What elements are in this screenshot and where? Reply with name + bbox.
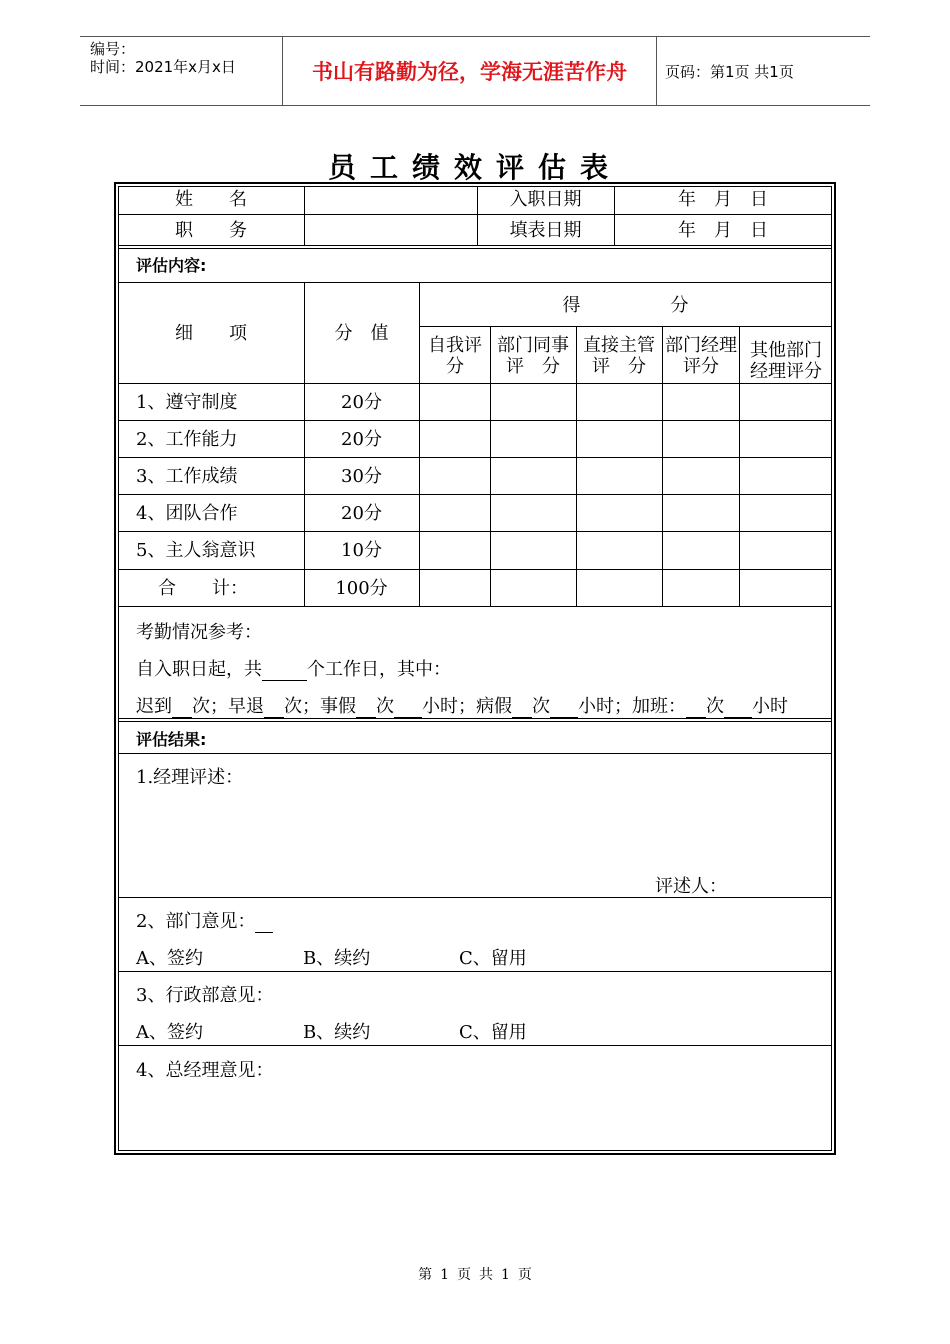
grid-line	[662, 326, 663, 606]
number-label: 编号：	[90, 40, 136, 58]
footer-text: 页	[457, 1267, 471, 1283]
join-date-field[interactable]: 年 月 日	[678, 189, 768, 210]
grid-line	[118, 1045, 832, 1046]
total-label: 合 计：	[158, 578, 248, 599]
sick-count-blank[interactable]	[512, 699, 532, 718]
row-item: 4、团队合作	[136, 503, 238, 524]
overtime-count-blank[interactable]	[686, 699, 706, 718]
dept-opinion-text: 2、部门意见：	[136, 911, 256, 932]
grid-line	[304, 186, 305, 245]
grid-line	[118, 282, 832, 283]
row-value: 20分	[341, 503, 382, 524]
name-field[interactable]	[306, 188, 476, 212]
late-blank[interactable]	[172, 699, 192, 718]
grid-line	[490, 326, 491, 606]
grid-line	[576, 326, 577, 606]
section-eval-heading: 评估内容:	[136, 256, 207, 275]
grid-line	[118, 721, 832, 722]
commenter-label: 评述人：	[655, 876, 727, 897]
gm-opinion-area[interactable]	[136, 1085, 826, 1145]
admin-option-a[interactable]: A、签约	[136, 1022, 203, 1043]
position-label: 职 务	[175, 220, 247, 241]
row-value: 30分	[341, 466, 382, 487]
row-value: 10分	[341, 540, 382, 561]
attendance-text: 自入职日起，共	[136, 659, 262, 680]
row-item: 1、遵守制度	[136, 392, 238, 413]
gm-opinion-label: 4、总经理意见：	[136, 1060, 274, 1081]
row-item: 5、主人翁意识	[136, 540, 256, 561]
row-value: 20分	[341, 429, 382, 450]
join-date-label: 入职日期	[509, 189, 582, 210]
total-value: 100分	[335, 578, 388, 599]
grid-line	[118, 971, 832, 972]
header-meta	[80, 37, 282, 105]
attendance-detail	[136, 696, 788, 718]
grid-line	[118, 214, 832, 215]
attendance-text: 次	[706, 696, 724, 717]
grid-line	[419, 282, 420, 606]
page-footer	[0, 1264, 950, 1284]
dept-option-a[interactable]: A、签约	[136, 948, 203, 969]
col-score-header: 得 分	[562, 295, 689, 316]
document-header	[80, 36, 870, 106]
leave-count-blank[interactable]	[356, 699, 376, 718]
subcol-dept-manager: 部门经理评分	[665, 335, 737, 377]
grid-line	[118, 753, 832, 754]
name-label: 姓 名	[175, 189, 247, 210]
row-item: 3、工作成绩	[136, 466, 238, 487]
attendance-text: 次	[376, 696, 394, 717]
grid-line	[118, 420, 832, 421]
attendance-title: 考勤情况参考：	[136, 622, 262, 643]
footer-text: 共	[479, 1267, 493, 1283]
dept-option-c[interactable]: C、留用	[459, 948, 527, 969]
subcol-other-manager: 其他部门经理评分	[750, 340, 822, 382]
dept-opinion-label	[136, 911, 273, 933]
footer-text: 第	[418, 1267, 433, 1283]
admin-opinion-label: 3、行政部意见：	[136, 985, 274, 1006]
row-item: 2、工作能力	[136, 429, 238, 450]
grid-line	[118, 245, 832, 246]
grid-line	[118, 248, 832, 249]
grid-line	[739, 326, 740, 606]
subcol-peer: 部门同事评 分	[497, 335, 569, 377]
section-result-heading: 评估结果:	[136, 730, 207, 749]
header-page-info: 页码：第1页 共1页	[665, 62, 794, 81]
col-item-header: 细 项	[175, 323, 247, 344]
header-motto: 书山有路勤为径，学海无涯苦作舟	[282, 37, 657, 105]
sick-hours-blank[interactable]	[550, 699, 578, 718]
overtime-hours-blank[interactable]	[724, 699, 752, 718]
early-blank[interactable]	[264, 699, 284, 718]
attendance-text: 小时；病假	[422, 696, 512, 717]
subcol-supervisor: 直接主管评 分	[583, 335, 655, 377]
admin-option-b[interactable]: B、续约	[303, 1022, 371, 1043]
attendance-workdays	[136, 659, 451, 681]
manager-comment-label: 1.经理评述：	[136, 767, 244, 788]
attendance-text: 次；事假	[284, 696, 356, 717]
footer-text: 页	[517, 1267, 532, 1283]
grid-line	[118, 383, 832, 384]
form-title: 员工绩效评估表	[327, 151, 622, 184]
fill-date-field[interactable]: 年 月 日	[678, 220, 768, 241]
workdays-blank[interactable]	[262, 662, 307, 681]
fill-date-label: 填表日期	[509, 220, 582, 241]
grid-line	[118, 531, 832, 532]
row-value: 20分	[341, 392, 382, 413]
leave-hours-blank[interactable]	[394, 699, 422, 718]
admin-option-c[interactable]: C、留用	[459, 1022, 527, 1043]
grid-line	[419, 326, 832, 327]
manager-comment-area[interactable]	[136, 792, 826, 872]
time-label: 时间：2021年x月x日	[90, 58, 236, 76]
grid-line	[118, 457, 832, 458]
footer-total-pages: 1	[501, 1267, 510, 1283]
grid-line	[118, 569, 832, 570]
grid-line	[118, 606, 832, 607]
attendance-text: 小时；加班：	[578, 696, 686, 717]
attendance-text: 次	[532, 696, 550, 717]
position-field[interactable]	[306, 218, 476, 242]
dept-option-b[interactable]: B、续约	[303, 948, 371, 969]
footer-page-number: 1	[440, 1267, 449, 1283]
subcol-self: 自我评分	[428, 335, 482, 377]
attendance-text: 次；早退	[192, 696, 264, 717]
col-value-header: 分 值	[334, 323, 389, 344]
dept-opinion-blank[interactable]	[255, 914, 273, 933]
grid-line	[118, 494, 832, 495]
grid-line	[118, 718, 832, 719]
attendance-text: 迟到	[136, 696, 172, 717]
attendance-text: 个工作日，其中：	[307, 659, 451, 680]
attendance-text: 小时	[752, 696, 788, 717]
